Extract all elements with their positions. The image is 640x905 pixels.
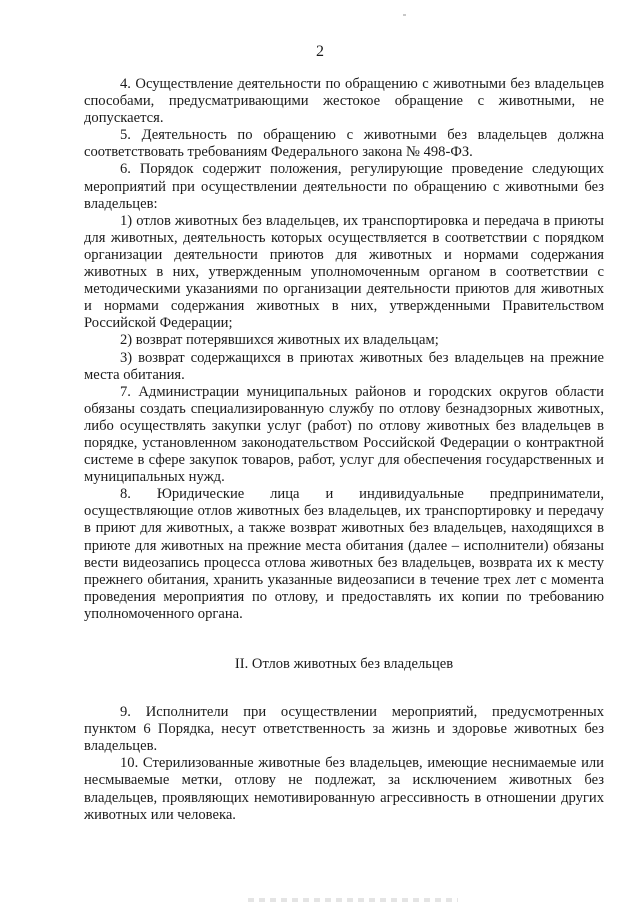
list-item-3: 3) возврат содержащихся в приютах животных без владельцев на прежние места обитания. [84,349,604,383]
paragraph-6: 6. Порядок содержит положения, регулирующие проведение следующих мероприятий при осуществлении деятельности по обращению с животными без владельцев: [84,161,604,212]
list-item-1: 1) отлов животных без владельцев, их транспортировка и передача в приюты для животных, деятельность которых осуществляется в соответствии с порядком организации деятельности приютов для животных и нормами содержания животных в них, утвержденным уполномоченным органом в соответствии с методическими указаниями по организации деятельности приютов для животных и нормами содержания животных в них, утвержденными Правительством Российской Федерации; [84,212,604,332]
paragraph-9: 9. Исполнители при осуществлении мероприятий, предусмотренных пунктом 6 Порядка, несут ответственность за жизнь и здоровье животных без владельцев. [84,704,604,755]
page-number: 2 [316,43,324,60]
list-item-2: 2) возврат потерявшихся животных их владельцам; [120,332,439,349]
paragraph-5: 5. Деятельность по обращению с животными без владельцев должна соответствовать требованиям Федерального закона № 498-ФЗ. [84,127,604,161]
scan-footer-noise [248,898,458,902]
paragraph-10: 10. Стерилизованные животные без владельцев, имеющие неснимаемые или несмываемые метки, отлову не подлежат, за исключением животных без владельцев, проявляющих немотивированную агрессивность в отношении других животных или человека. [84,755,604,823]
scan-mark [403,14,406,16]
paragraph-7: 7. Администрации муниципальных районов и городских округов области обязаны создать специализированную службу по отлову безнадзорных животных, либо осуществлять закупки услуг (работ) по отлову животных без владельцев в порядке, установленном законодательством Российской Федерации о контрактной системе в сфере закупок товаров, работ, услуг для обеспечения государственных и муниципальных нужд. [84,383,604,486]
document-body [84,76,604,824]
section-title: II. Отлов животных без владельцев [234,656,454,672]
paragraph-8: 8. Юридические лица и индивидуальные предприниматели, осуществляющие отлов животных без владельцев, их транспортировку и передачу в приют для животных, а также возврат животных без владельцев, находящихся в приюте для животных на прежние места обитания (далее – исполнители) обязаны вести видеозапись процесса отлова животных без владельцев, возврата их к месту прежнего обитания, хранить указанные видеозаписи в течение трех лет с момента проведения мероприятия по отлову, и предоставлять их копии по требованию уполномоченного органа. [84,486,604,622]
paragraph-4: 4. Осуществление деятельности по обращению с животными без владельцев способами, предусматривающими жестокое обращение с животными, не допускается. [84,76,604,127]
